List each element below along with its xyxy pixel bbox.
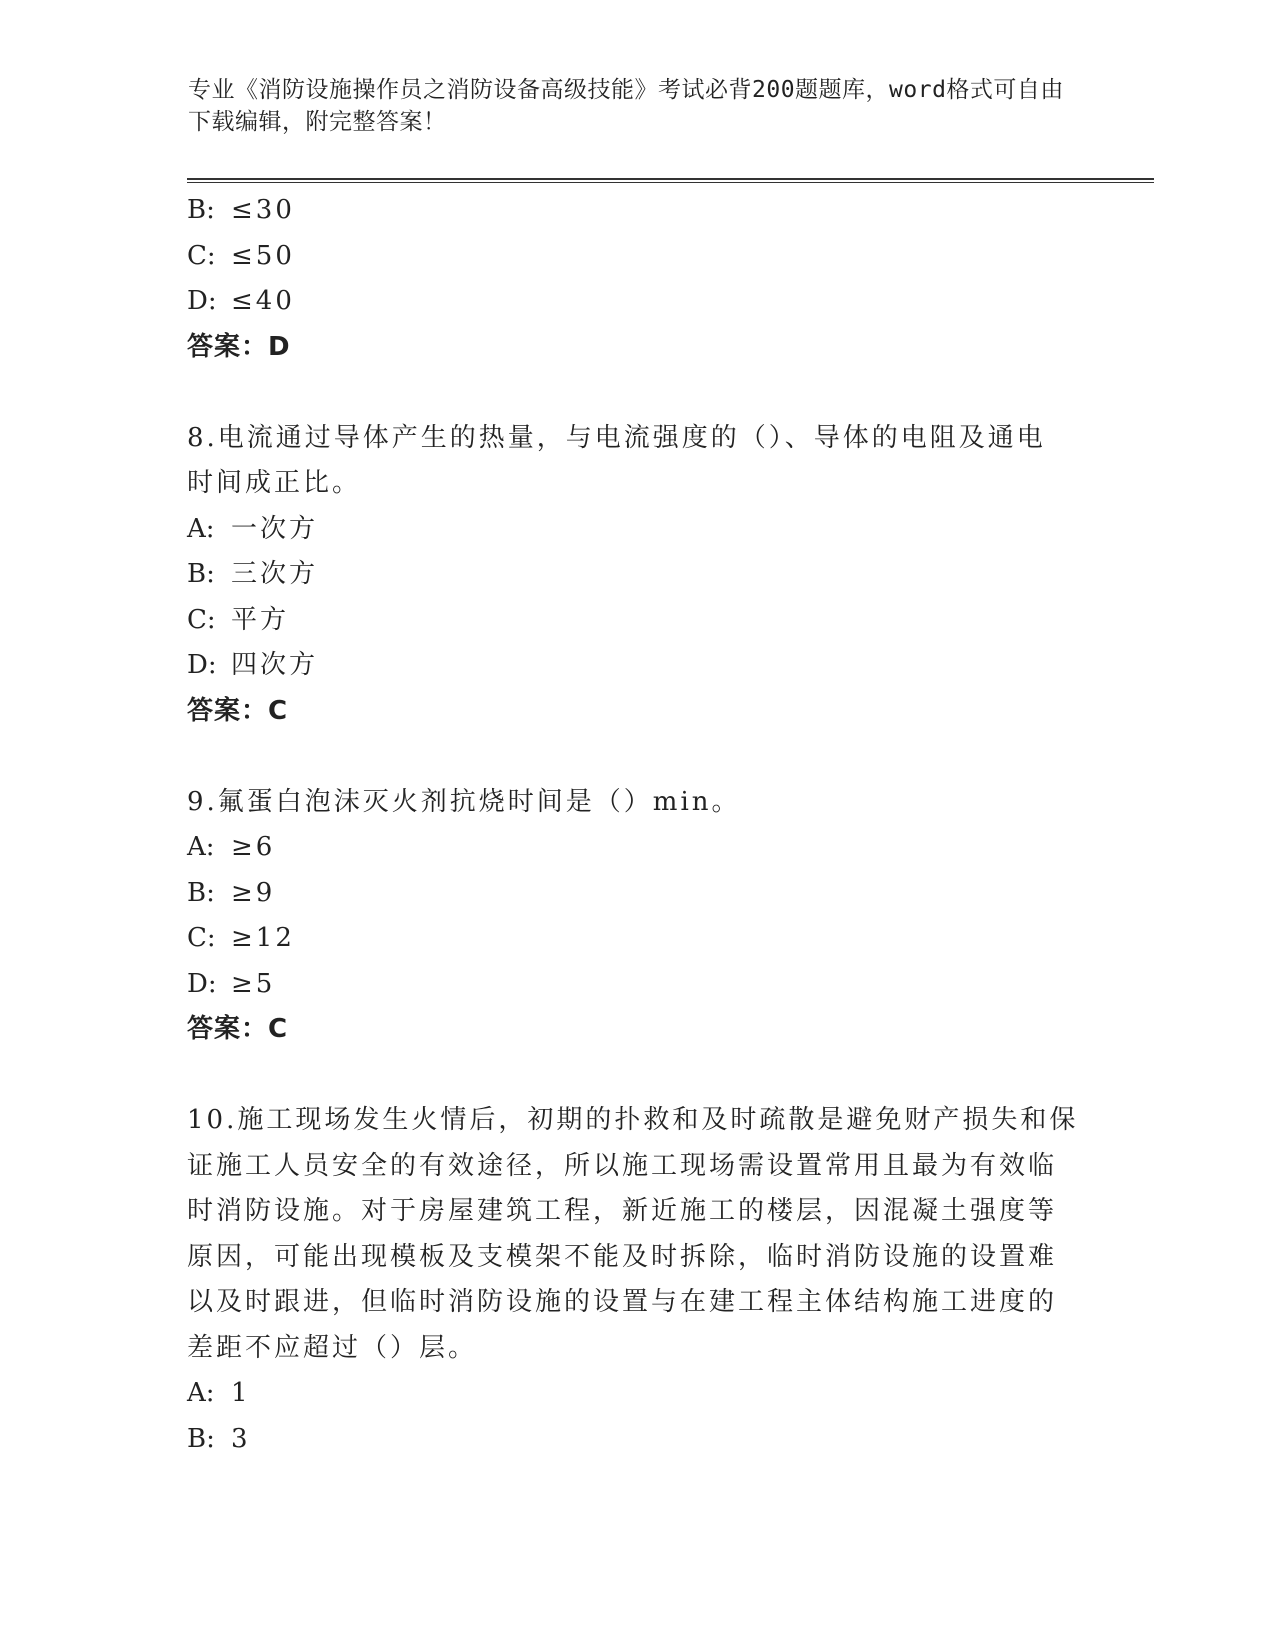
option-c: C: ≥12 [187,923,295,953]
question-9 [187,780,1087,1053]
option-b: B: ≥9 [187,877,276,908]
option-b: B: 三次方 [187,559,319,589]
question-text-line: 原因，可能出现模板及支模架不能及时拆除，临时消防设施的设置难 [187,1241,1058,1272]
question-text-line: 以及时跟进，但临时消防设施的设置与在建工程主体结构施工进度的 [187,1287,1058,1317]
question-text-line: 9.氟蛋白泡沫灭火剂抗烧时间是（）min。 [187,786,741,817]
option-a: A: 一次方 [187,513,319,544]
answer-line: 答案：C [187,695,289,726]
question-content [187,188,1087,1462]
question-text-line: 证施工人员安全的有效途径，所以施工现场需设置常用且最为有效临 [187,1150,1058,1181]
answer-line: 答案：C [187,1014,289,1044]
option-a: A: ≥6 [187,832,276,862]
spacer [187,1053,1087,1099]
option-b: B: ≤30 [187,195,295,225]
spacer [187,370,1087,416]
spacer [187,734,1087,780]
header-divider-thin [187,182,1154,183]
option-c: C: 平方 [187,604,290,635]
question-8 [187,416,1087,735]
question-text-line: 差距不应超过（）层。 [187,1332,478,1363]
question-text-line: 10.施工现场发生火情后，初期的扑救和及时疏散是避免财产损失和保 [187,1105,1079,1135]
option-d: D: ≤40 [187,286,295,316]
option-d: D: ≥5 [187,968,276,999]
question-text-line: 时间成正比。 [187,468,362,498]
option-d: D: 四次方 [187,650,319,680]
header-divider [187,178,1154,180]
option-c: C: ≤50 [187,240,295,271]
option-a: A: 1 [187,1378,251,1408]
document-header: 专业《消防设施操作员之消防设备高级技能》考试必背200题题库，word格式可自由下载编辑，附完整答案！ [188,77,1064,135]
answer-line: 答案：D [187,331,291,362]
prev-question-block [187,188,1087,370]
question-text-line: 时消防设施。对于房屋建筑工程，新近施工的楼层，因混凝土强度等 [187,1196,1058,1226]
question-text-line: 8.电流通过导体产生的热量，与电流强度的（）、导体的电阻及通电 [187,422,1046,453]
question-10 [187,1098,1087,1462]
option-b: B: 3 [187,1423,251,1454]
